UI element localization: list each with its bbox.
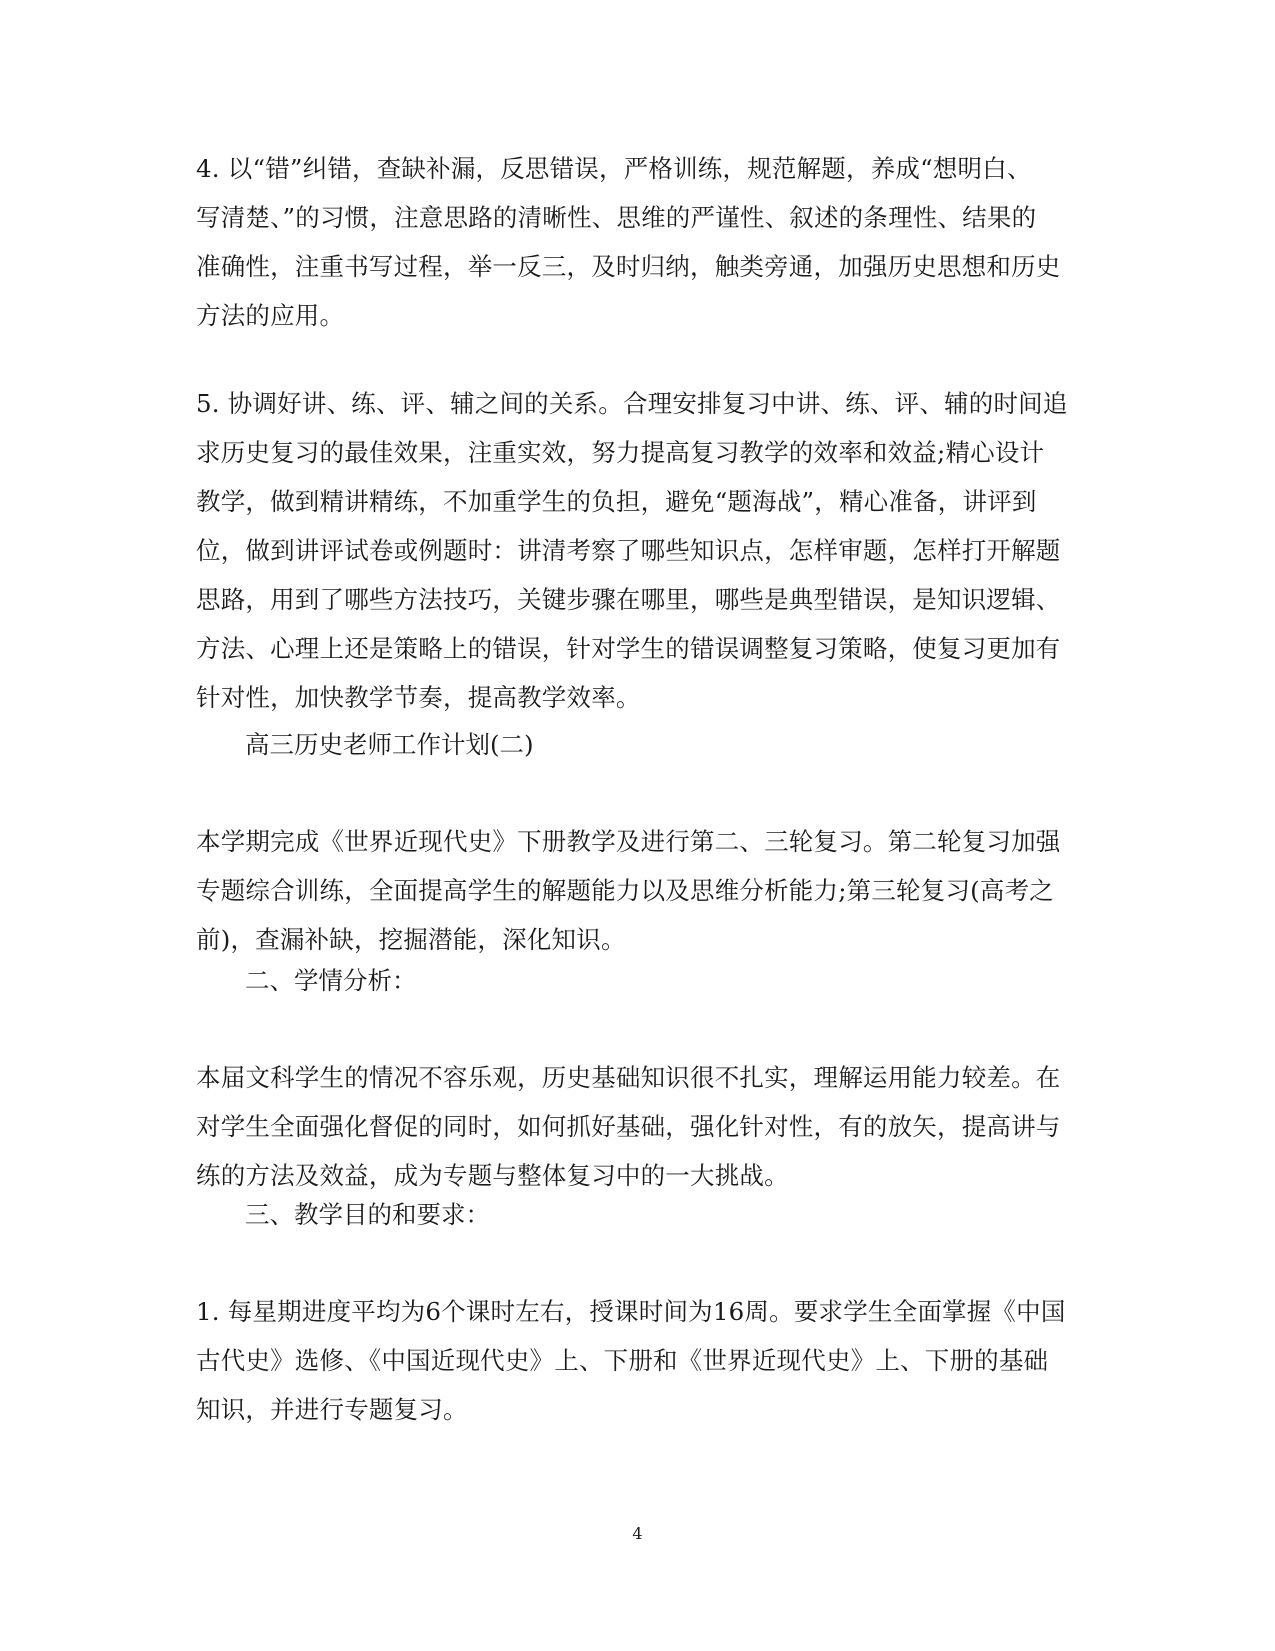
paragraph-intro (196, 817, 1076, 964)
paragraph-line: 方法的应用。 (196, 301, 345, 330)
paragraph-item-5 (196, 379, 1076, 722)
paragraph-line: 思路，用到了哪些方法技巧，关键步骤在哪里，哪些是典型错误，是知识逻辑、 (196, 585, 1061, 614)
paragraph-line: 前)，查漏补缺，挖掘潜能，深化知识。 (196, 925, 626, 954)
paragraph-item-4 (196, 144, 1076, 340)
paragraph-line: 古代史》选修、《中国近现代史》上、下册和《世界近现代史》上、下册的基础 (196, 1346, 1049, 1375)
paragraph-line: 5. 协调好讲、练、评、辅之间的关系。合理安排复习中讲、练、评、辅的时间追 (196, 389, 1068, 418)
section-title: 高三历史老师工作计划(二) (245, 730, 534, 759)
paragraph-line: 教学，做到精讲精练，不加重学生的负担，避免“题海战”，精心准备，讲评到 (196, 487, 1037, 516)
paragraph-line: 1. 每星期进度平均为6个课时左右，授课时间为16周。要求学生全面掌握《中国 (196, 1297, 1066, 1326)
paragraph-line: 写清楚、”的习惯，注意思路的清晰性、思维的严谨性、叙述的条理性、结果的 (196, 203, 1037, 232)
paragraph-line: 对学生全面强化督促的同时，如何抓好基础，强化针对性，有的放矢，提高讲与 (196, 1112, 1061, 1141)
page-number: 4 (632, 1524, 643, 1543)
section-heading-goals: 三、教学目的和要求： (245, 1200, 490, 1229)
paragraph-line: 知识，并进行专题复习。 (196, 1395, 468, 1424)
paragraph-line: 本届文科学生的情况不容乐观，历史基础知识很不扎实，理解运用能力较差。在 (196, 1063, 1061, 1092)
paragraph-line: 方法、心理上还是策略上的错误，针对学生的错误调整复习策略，使复习更加有 (196, 634, 1061, 663)
paragraph-line: 位，做到讲评试卷或例题时：讲清考察了哪些知识点，怎样审题，怎样打开解题 (196, 536, 1061, 565)
paragraph-goal-1 (196, 1287, 1076, 1434)
paragraph-line: 本学期完成《世界近现代史》下册教学及进行第二、三轮复习。第二轮复习加强 (196, 827, 1061, 856)
paragraph-line: 专题综合训练，全面提高学生的解题能力以及思维分析能力;第三轮复习(高考之 (196, 876, 1055, 905)
paragraph-line: 针对性，加快教学节奏，提高教学效率。 (196, 683, 641, 712)
paragraph-analysis (196, 1053, 1076, 1200)
section-heading-analysis: 二、学情分析： (245, 966, 417, 995)
paragraph-line: 4. 以“错”纠错，查缺补漏，反思错误，严格训练，规范解题，养成“想明白、 (196, 154, 1032, 183)
paragraph-line: 练的方法及效益，成为专题与整体复习中的一大挑战。 (196, 1161, 789, 1190)
paragraph-line: 求历史复习的最佳效果，注重实效，努力提高复习教学的效率和效益;精心设计 (196, 438, 1045, 467)
paragraph-line: 准确性，注重书写过程，举一反三，及时归纳，触类旁通，加强历史思想和历史 (196, 252, 1061, 281)
